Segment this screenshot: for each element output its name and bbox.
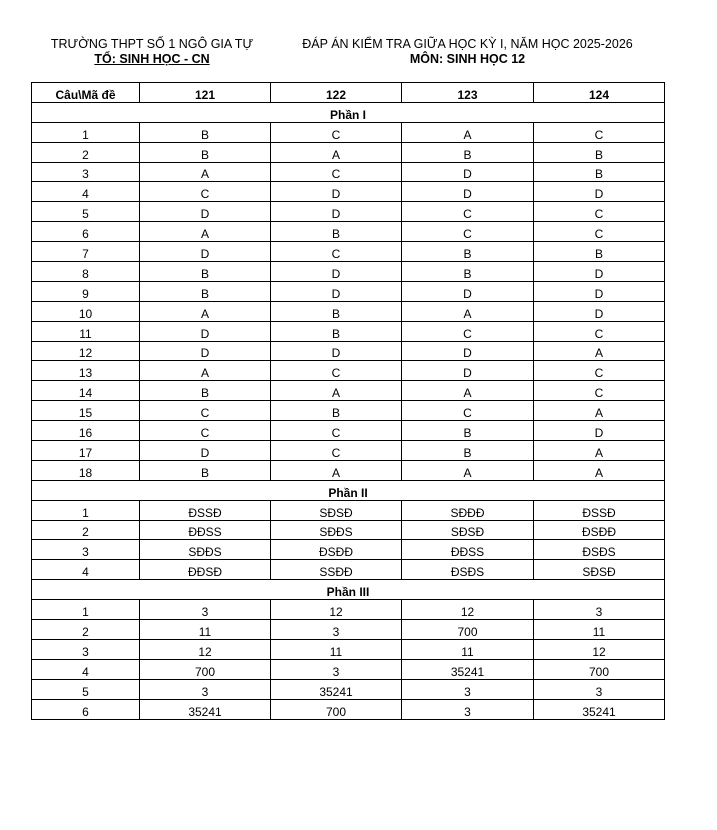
question-number: 3 bbox=[32, 162, 140, 182]
column-header: 122 bbox=[271, 83, 402, 103]
answer-cell: C bbox=[534, 202, 665, 222]
table-row bbox=[32, 162, 665, 182]
answer-cell: 3 bbox=[402, 699, 534, 719]
column-header: 121 bbox=[140, 83, 271, 103]
table-row bbox=[32, 281, 665, 301]
answer-cell: 11 bbox=[140, 620, 271, 640]
answer-cell: B bbox=[140, 142, 271, 162]
answer-cell: 700 bbox=[534, 659, 665, 679]
table-row bbox=[32, 679, 665, 699]
answer-cell: 35241 bbox=[140, 699, 271, 719]
answer-cell: C bbox=[534, 321, 665, 341]
answer-key-table bbox=[31, 82, 665, 720]
answer-cell: A bbox=[271, 460, 402, 480]
answer-cell: 3 bbox=[271, 659, 402, 679]
section-row bbox=[32, 580, 665, 600]
column-header: 124 bbox=[534, 83, 665, 103]
answer-cell: ĐSSĐ bbox=[534, 500, 665, 520]
answer-cell: A bbox=[534, 441, 665, 461]
question-number: 11 bbox=[32, 321, 140, 341]
answer-cell: D bbox=[271, 262, 402, 282]
answer-cell: 11 bbox=[402, 639, 534, 659]
answer-cell: B bbox=[534, 242, 665, 262]
answer-cell: ĐĐSS bbox=[402, 540, 534, 560]
question-number: 2 bbox=[32, 520, 140, 540]
answer-cell: ĐSSĐ bbox=[140, 500, 271, 520]
answer-cell: D bbox=[534, 421, 665, 441]
answer-cell: C bbox=[402, 202, 534, 222]
answer-cell: D bbox=[271, 182, 402, 202]
answer-cell: B bbox=[140, 262, 271, 282]
answer-cell: 3 bbox=[140, 679, 271, 699]
table-row bbox=[32, 699, 665, 719]
answer-cell: 11 bbox=[271, 639, 402, 659]
question-number: 3 bbox=[32, 639, 140, 659]
answer-cell: 35241 bbox=[402, 659, 534, 679]
table-row bbox=[32, 540, 665, 560]
answer-cell: 12 bbox=[534, 639, 665, 659]
answer-cell: D bbox=[140, 341, 271, 361]
answer-cell: B bbox=[271, 301, 402, 321]
table-row bbox=[32, 242, 665, 262]
answer-cell: 700 bbox=[140, 659, 271, 679]
table-row bbox=[32, 560, 665, 580]
answer-cell: ĐSĐS bbox=[534, 540, 665, 560]
answer-cell: 12 bbox=[271, 600, 402, 620]
question-number: 15 bbox=[32, 401, 140, 421]
answer-cell: D bbox=[271, 202, 402, 222]
school-name: TRƯỜNG THPT SỐ 1 NGÔ GIA TỰ bbox=[50, 37, 254, 51]
answer-cell: 3 bbox=[534, 600, 665, 620]
answer-cell: SĐSĐ bbox=[402, 520, 534, 540]
answer-cell: D bbox=[534, 182, 665, 202]
answer-cell: B bbox=[140, 281, 271, 301]
answer-cell: B bbox=[402, 421, 534, 441]
answer-cell: C bbox=[271, 122, 402, 142]
subject-name: MÔN: SINH HỌC 12 bbox=[409, 52, 526, 66]
answer-cell: D bbox=[140, 321, 271, 341]
column-header: 123 bbox=[402, 83, 534, 103]
answer-cell: 3 bbox=[271, 620, 402, 640]
header-left bbox=[28, 37, 276, 67]
answer-cell: ĐSĐĐ bbox=[271, 540, 402, 560]
answer-cell: SĐSĐ bbox=[534, 560, 665, 580]
answer-cell: 35241 bbox=[534, 699, 665, 719]
question-number: 8 bbox=[32, 262, 140, 282]
answer-cell: B bbox=[402, 441, 534, 461]
answer-cell: SĐĐS bbox=[140, 540, 271, 560]
section-row bbox=[32, 480, 665, 500]
answer-cell: A bbox=[402, 381, 534, 401]
answer-cell: SĐSĐ bbox=[271, 500, 402, 520]
answer-cell: 700 bbox=[402, 620, 534, 640]
table-row bbox=[32, 361, 665, 381]
table-row bbox=[32, 421, 665, 441]
table-row bbox=[32, 341, 665, 361]
answer-cell: C bbox=[534, 381, 665, 401]
question-number: 4 bbox=[32, 659, 140, 679]
table-row bbox=[32, 659, 665, 679]
answer-cell: D bbox=[534, 301, 665, 321]
answer-cell: D bbox=[534, 262, 665, 282]
answer-cell: C bbox=[534, 222, 665, 242]
column-header: Câu\Mã đề bbox=[32, 83, 140, 103]
answer-cell: D bbox=[140, 242, 271, 262]
answer-cell: ĐĐSĐ bbox=[140, 560, 271, 580]
question-number: 1 bbox=[32, 122, 140, 142]
answer-cell: SĐĐĐ bbox=[402, 500, 534, 520]
table-header-row bbox=[32, 83, 665, 103]
answer-cell: 35241 bbox=[271, 679, 402, 699]
answer-cell: A bbox=[140, 301, 271, 321]
question-number: 1 bbox=[32, 500, 140, 520]
answer-cell: C bbox=[271, 242, 402, 262]
answer-cell: C bbox=[271, 421, 402, 441]
answer-cell: ĐSĐS bbox=[402, 560, 534, 580]
answer-cell: A bbox=[534, 401, 665, 421]
table-row bbox=[32, 202, 665, 222]
question-number: 2 bbox=[32, 620, 140, 640]
answer-cell: D bbox=[140, 441, 271, 461]
table-row bbox=[32, 600, 665, 620]
answer-cell: C bbox=[402, 321, 534, 341]
table-row bbox=[32, 620, 665, 640]
answer-cell: D bbox=[402, 281, 534, 301]
answer-cell: A bbox=[140, 162, 271, 182]
question-number: 2 bbox=[32, 142, 140, 162]
answer-cell: 3 bbox=[534, 679, 665, 699]
question-number: 9 bbox=[32, 281, 140, 301]
answer-cell: B bbox=[402, 142, 534, 162]
question-number: 12 bbox=[32, 341, 140, 361]
exam-title: ĐÁP ÁN KIỂM TRA GIỮA HỌC KỲ I, NĂM HỌC 2025-2026 bbox=[302, 37, 633, 51]
question-number: 5 bbox=[32, 679, 140, 699]
section-title: Phần III bbox=[32, 580, 665, 600]
answer-cell: B bbox=[140, 460, 271, 480]
section-title: Phần II bbox=[32, 480, 665, 500]
answer-cell: 12 bbox=[402, 600, 534, 620]
answer-cell: B bbox=[271, 222, 402, 242]
table-row bbox=[32, 122, 665, 142]
question-number: 18 bbox=[32, 460, 140, 480]
answer-cell: B bbox=[271, 401, 402, 421]
table-row bbox=[32, 520, 665, 540]
department-name: TỔ: SINH HỌC - CN bbox=[94, 52, 210, 66]
answer-cell: C bbox=[271, 162, 402, 182]
answer-cell: 3 bbox=[402, 679, 534, 699]
answer-cell: B bbox=[402, 242, 534, 262]
table-row bbox=[32, 381, 665, 401]
answer-cell: B bbox=[534, 162, 665, 182]
answer-cell: A bbox=[140, 361, 271, 381]
answer-cell: C bbox=[271, 441, 402, 461]
table-row bbox=[32, 639, 665, 659]
question-number: 4 bbox=[32, 182, 140, 202]
answer-cell: ĐĐSS bbox=[140, 520, 271, 540]
question-number: 6 bbox=[32, 222, 140, 242]
table-row bbox=[32, 301, 665, 321]
table-row bbox=[32, 460, 665, 480]
answer-cell: A bbox=[534, 341, 665, 361]
answer-cell: C bbox=[534, 122, 665, 142]
question-number: 16 bbox=[32, 421, 140, 441]
table-row bbox=[32, 182, 665, 202]
answer-cell: C bbox=[140, 182, 271, 202]
table-row bbox=[32, 500, 665, 520]
answer-cell: SĐĐS bbox=[271, 520, 402, 540]
answer-cell: D bbox=[140, 202, 271, 222]
answer-cell: B bbox=[402, 262, 534, 282]
question-number: 3 bbox=[32, 540, 140, 560]
table-row bbox=[32, 401, 665, 421]
answer-cell: C bbox=[271, 361, 402, 381]
answer-cell: D bbox=[402, 341, 534, 361]
answer-cell: A bbox=[402, 301, 534, 321]
answer-cell: A bbox=[140, 222, 271, 242]
answer-cell: A bbox=[271, 142, 402, 162]
table-row bbox=[32, 441, 665, 461]
answer-cell: C bbox=[402, 401, 534, 421]
answer-cell: A bbox=[402, 460, 534, 480]
section-row bbox=[32, 102, 665, 122]
table-row bbox=[32, 262, 665, 282]
question-number: 4 bbox=[32, 560, 140, 580]
answer-cell: SSĐĐ bbox=[271, 560, 402, 580]
answer-cell: D bbox=[402, 361, 534, 381]
table-row bbox=[32, 321, 665, 341]
answer-cell: D bbox=[534, 281, 665, 301]
answer-cell: C bbox=[402, 222, 534, 242]
question-number: 13 bbox=[32, 361, 140, 381]
answer-cell: ĐSĐĐ bbox=[534, 520, 665, 540]
question-number: 10 bbox=[32, 301, 140, 321]
answer-cell: B bbox=[140, 122, 271, 142]
question-number: 6 bbox=[32, 699, 140, 719]
answer-cell: 700 bbox=[271, 699, 402, 719]
answer-cell: D bbox=[271, 281, 402, 301]
question-number: 7 bbox=[32, 242, 140, 262]
section-title: Phần I bbox=[32, 102, 665, 122]
answer-cell: B bbox=[534, 142, 665, 162]
answer-cell: C bbox=[140, 401, 271, 421]
answer-cell: C bbox=[534, 361, 665, 381]
answer-cell: D bbox=[271, 341, 402, 361]
answer-cell: D bbox=[402, 182, 534, 202]
table-row bbox=[32, 222, 665, 242]
answer-cell: 12 bbox=[140, 639, 271, 659]
question-number: 5 bbox=[32, 202, 140, 222]
question-number: 17 bbox=[32, 441, 140, 461]
answer-cell: D bbox=[402, 162, 534, 182]
answer-cell: 3 bbox=[140, 600, 271, 620]
answer-cell: B bbox=[140, 381, 271, 401]
answer-cell: B bbox=[271, 321, 402, 341]
answer-cell: 11 bbox=[534, 620, 665, 640]
question-number: 14 bbox=[32, 381, 140, 401]
question-number: 1 bbox=[32, 600, 140, 620]
header-right bbox=[285, 37, 650, 67]
answer-cell: A bbox=[534, 460, 665, 480]
table-row bbox=[32, 142, 665, 162]
answer-cell: C bbox=[140, 421, 271, 441]
answer-cell: A bbox=[271, 381, 402, 401]
answer-cell: A bbox=[402, 122, 534, 142]
